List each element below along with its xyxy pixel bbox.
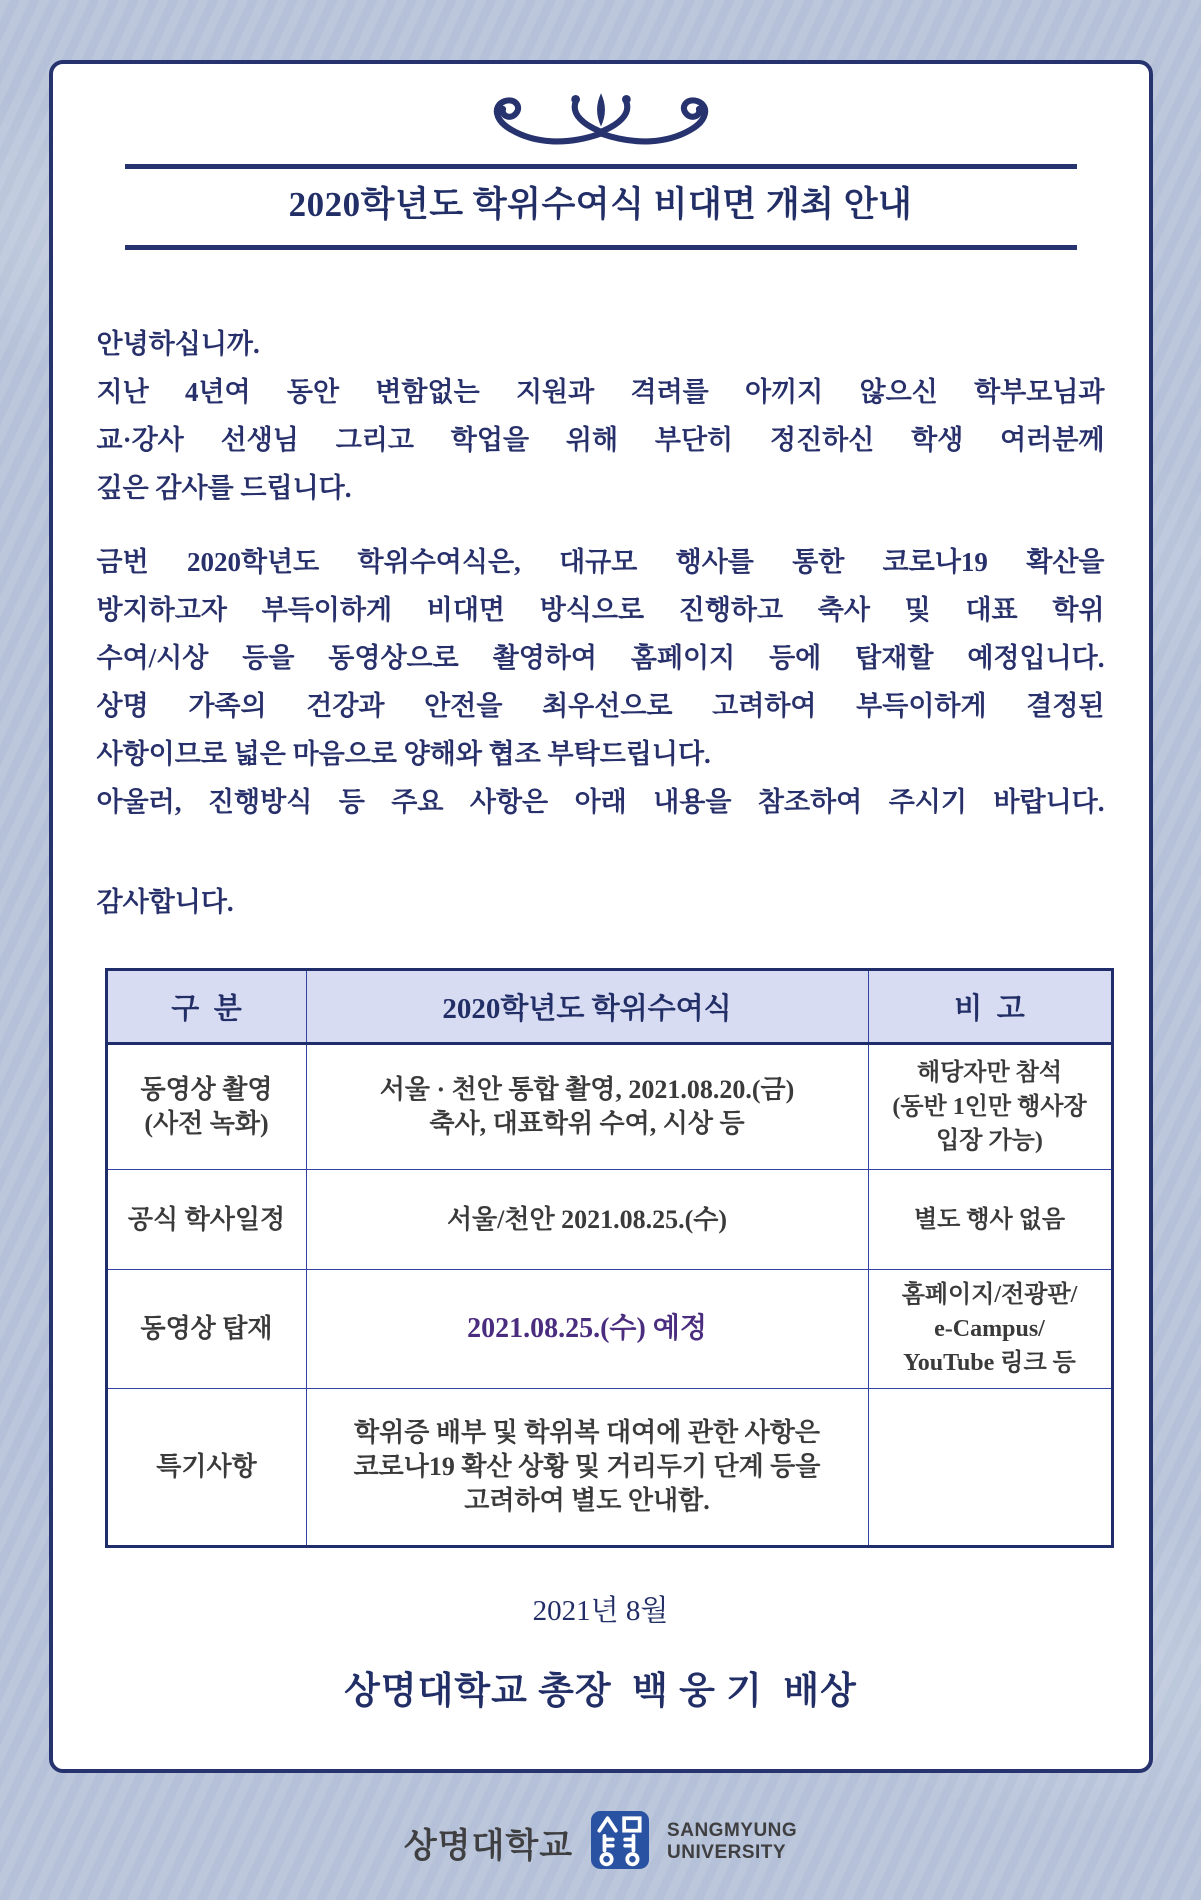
university-english-logotype: SANGMYUNG UNIVERSITY — [667, 1820, 798, 1863]
row-label: 공식 학사일정 — [106, 1170, 306, 1270]
body-line: 깊은 감사를 드립니다. — [96, 473, 352, 503]
double-rule-top — [125, 164, 1077, 169]
body-line: 지난 4년여 동안 변함없는 지원과 격려를 아끼지 않으신 학부모님과 — [96, 377, 1105, 407]
row-content: 2021.08.25.(수) 예정 — [306, 1270, 868, 1389]
body-line: 금번 2020학년도 학위수여식은, 대규모 행사를 통한 코로나19 확산을 — [96, 547, 1105, 577]
body-line: 방지하고자 부득이하게 비대면 방식으로 진행하고 축사 및 대표 학위 — [96, 595, 1105, 625]
row-label: 동영상 탑재 — [106, 1270, 306, 1389]
row-note: 해당자만 참석 (동반 1인만 행사장 입장 가능) — [868, 1044, 1112, 1170]
double-rule-bottom — [125, 245, 1077, 250]
row-note: 홈페이지/전광판/ e-Campus/ YouTube 링크 등 — [868, 1270, 1112, 1389]
header-remarks: 비 고 — [868, 970, 1112, 1044]
main-paragraph — [97, 538, 1105, 826]
table-row — [106, 1044, 1112, 1170]
president-signature: 상명대학교 총장 백 웅 기 배상 — [344, 1671, 857, 1712]
body-line: 사항이므로 넓은 마음으로 양해와 협조 부탁드립니다. — [96, 739, 711, 769]
greeting-paragraph — [97, 320, 1105, 512]
table-header-row — [106, 970, 1112, 1044]
table-row — [106, 1170, 1112, 1270]
header-category: 구 분 — [106, 970, 306, 1044]
flourish-ornament-icon — [97, 88, 1105, 158]
row-content: 서울 · 천안 통합 촬영, 2021.08.20.(금) 축사, 대표학위 수여, 시상 등 — [306, 1044, 868, 1170]
row-label: 동영상 촬영 (사전 녹화) — [106, 1044, 306, 1170]
body-line: 수여/시상 등을 동영상으로 촬영하여 홈페이지 등에 탑재할 예정입니다. — [96, 643, 1105, 673]
body-line: 안녕하십니까. — [96, 329, 260, 359]
university-emblem-icon — [591, 1811, 649, 1874]
header-ceremony: 2020학년도 학위수여식 — [306, 970, 868, 1044]
table-row — [106, 1270, 1112, 1389]
body-line: 교·강사 선생님 그리고 학업을 위해 부단히 정진하신 학생 여러분께 — [96, 425, 1105, 455]
ceremony-schedule-table — [105, 968, 1114, 1548]
row-note: 별도 행사 없음 — [868, 1170, 1112, 1270]
university-korean-logotype: 상명대학교 — [403, 1826, 574, 1865]
university-footer — [0, 1797, 1201, 1887]
row-content: 서울/천안 2021.08.25.(수) — [306, 1170, 868, 1270]
thanks-line: 감사합니다. — [96, 887, 234, 917]
closing-date: 2021년 8월 — [532, 1595, 669, 1627]
body-line: 상명 가족의 건강과 안전을 최우선으로 고려하여 부득이하게 결정된 — [96, 691, 1105, 721]
row-label: 특기사항 — [106, 1389, 306, 1547]
row-content: 학위증 배부 및 학위복 대여에 관한 사항은 코로나19 확산 상황 및 거리두기 단계 등을 고려하여 별도 안내함. — [306, 1389, 868, 1547]
body-line: 아울러, 진행방식 등 주요 사항은 아래 내용을 참조하여 주시기 바랍니다. — [96, 787, 1105, 817]
page-title: 2020학년도 학위수여식 비대면 개최 안내 — [288, 185, 913, 224]
notice-card — [49, 60, 1153, 1773]
row-note-empty — [868, 1389, 1112, 1547]
table-row — [106, 1389, 1112, 1547]
